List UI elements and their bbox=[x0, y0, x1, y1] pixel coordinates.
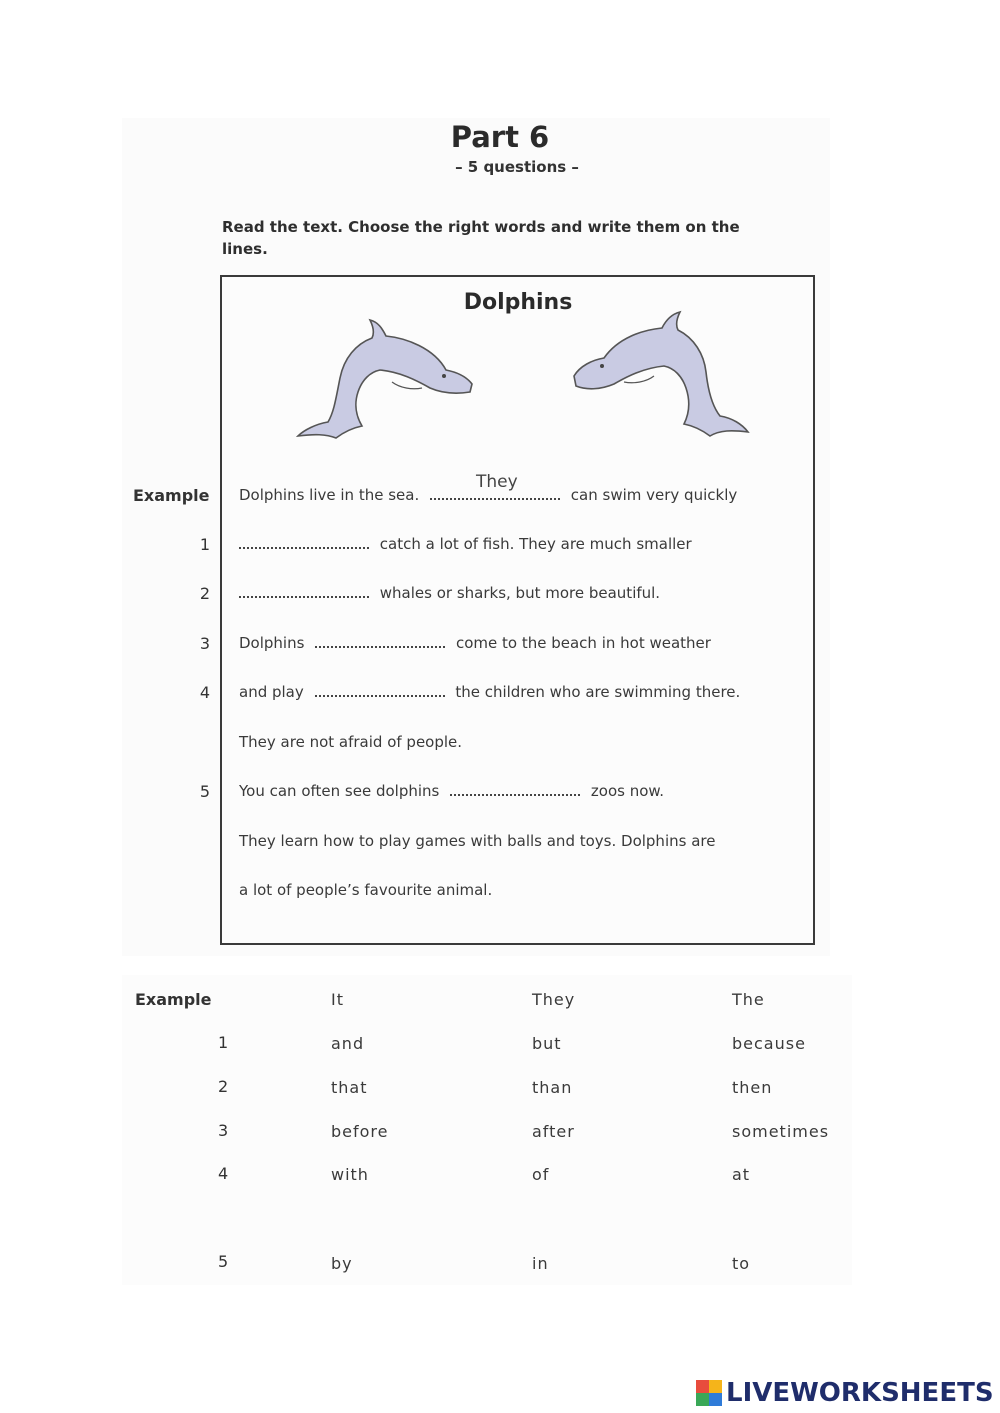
option-word: by bbox=[331, 1254, 353, 1273]
story-text: catch a lot of fish. They are much smaller bbox=[379, 535, 692, 553]
row-label-example: Example bbox=[133, 486, 210, 505]
story-row-2 bbox=[233, 584, 660, 602]
story-text: zoos now. bbox=[590, 782, 665, 800]
option-label-5: 5 bbox=[218, 1252, 229, 1271]
story-row-5 bbox=[239, 782, 664, 800]
story-text: whales or sharks, but more beautiful. bbox=[379, 584, 661, 602]
dolphin-right-illustration bbox=[570, 310, 750, 440]
story-text: the children who are swimming there. bbox=[455, 683, 741, 701]
story-text: can swim very quickly bbox=[570, 486, 738, 504]
option-word: with bbox=[331, 1165, 369, 1184]
row-label-2: 2 bbox=[199, 584, 210, 603]
row-label-3: 3 bbox=[199, 634, 210, 653]
answer-gap-4[interactable] bbox=[315, 683, 445, 697]
option-label-4: 4 bbox=[218, 1164, 229, 1183]
option-word: sometimes bbox=[732, 1122, 830, 1141]
option-word: than bbox=[532, 1078, 573, 1097]
story-row-text: They learn how to play games with balls and toys. Dolphins are bbox=[239, 832, 716, 850]
story-row-3 bbox=[239, 634, 711, 652]
story-row-4 bbox=[239, 683, 740, 701]
answer-gap-3[interactable] bbox=[315, 634, 445, 648]
story-title: Dolphins bbox=[463, 290, 573, 315]
option-label-example: Example bbox=[135, 990, 212, 1009]
option-word: then bbox=[732, 1078, 773, 1097]
option-word: that bbox=[331, 1078, 368, 1097]
option-label-1: 1 bbox=[218, 1033, 229, 1052]
story-row-text: a lot of people’s favourite animal. bbox=[239, 881, 493, 899]
story-row-text: They are not afraid of people. bbox=[239, 733, 463, 751]
option-word: after bbox=[532, 1122, 575, 1141]
story-row-example bbox=[239, 472, 738, 504]
row-label-5: 5 bbox=[199, 782, 210, 801]
story-text: You can often see dolphins bbox=[239, 782, 440, 800]
story-text: come to the beach in hot weather bbox=[455, 634, 711, 652]
answer-gap-5[interactable] bbox=[450, 782, 580, 796]
option-word: They bbox=[532, 990, 576, 1009]
answer-text: They bbox=[476, 472, 518, 492]
option-word: and bbox=[331, 1034, 365, 1053]
story-text: Dolphins bbox=[239, 634, 305, 652]
option-word: before bbox=[331, 1122, 389, 1141]
option-label-3: 3 bbox=[218, 1121, 229, 1140]
option-label-2: 2 bbox=[218, 1077, 229, 1096]
answer-gap-example[interactable] bbox=[430, 472, 560, 500]
instructions: Read the text. Choose the right words and write them on the lines. bbox=[222, 218, 740, 258]
part-title: Part 6 bbox=[450, 120, 550, 154]
option-word: of bbox=[532, 1165, 550, 1184]
row-label-4: 4 bbox=[199, 683, 210, 702]
brand-name: LIVEWORKSHEETS bbox=[726, 1378, 994, 1408]
row-label-1: 1 bbox=[199, 535, 210, 554]
option-word: at bbox=[732, 1165, 751, 1184]
story-text: Dolphins live in the sea. bbox=[239, 486, 420, 504]
option-word: It bbox=[331, 990, 344, 1009]
answer-gap-2[interactable] bbox=[239, 584, 369, 598]
answer-gap-1[interactable] bbox=[239, 535, 369, 549]
story-row-1 bbox=[233, 535, 692, 553]
option-word: to bbox=[732, 1254, 751, 1273]
liveworksheets-logo[interactable] bbox=[696, 1378, 994, 1408]
option-word: The bbox=[732, 990, 765, 1009]
liveworksheets-icon bbox=[696, 1380, 722, 1406]
option-word: because bbox=[732, 1034, 806, 1053]
dolphin-left-illustration bbox=[296, 318, 476, 440]
story-text: and play bbox=[239, 683, 304, 701]
option-word: but bbox=[532, 1034, 562, 1053]
part-subtitle: – 5 questions – bbox=[455, 158, 579, 176]
option-word: in bbox=[532, 1254, 549, 1273]
